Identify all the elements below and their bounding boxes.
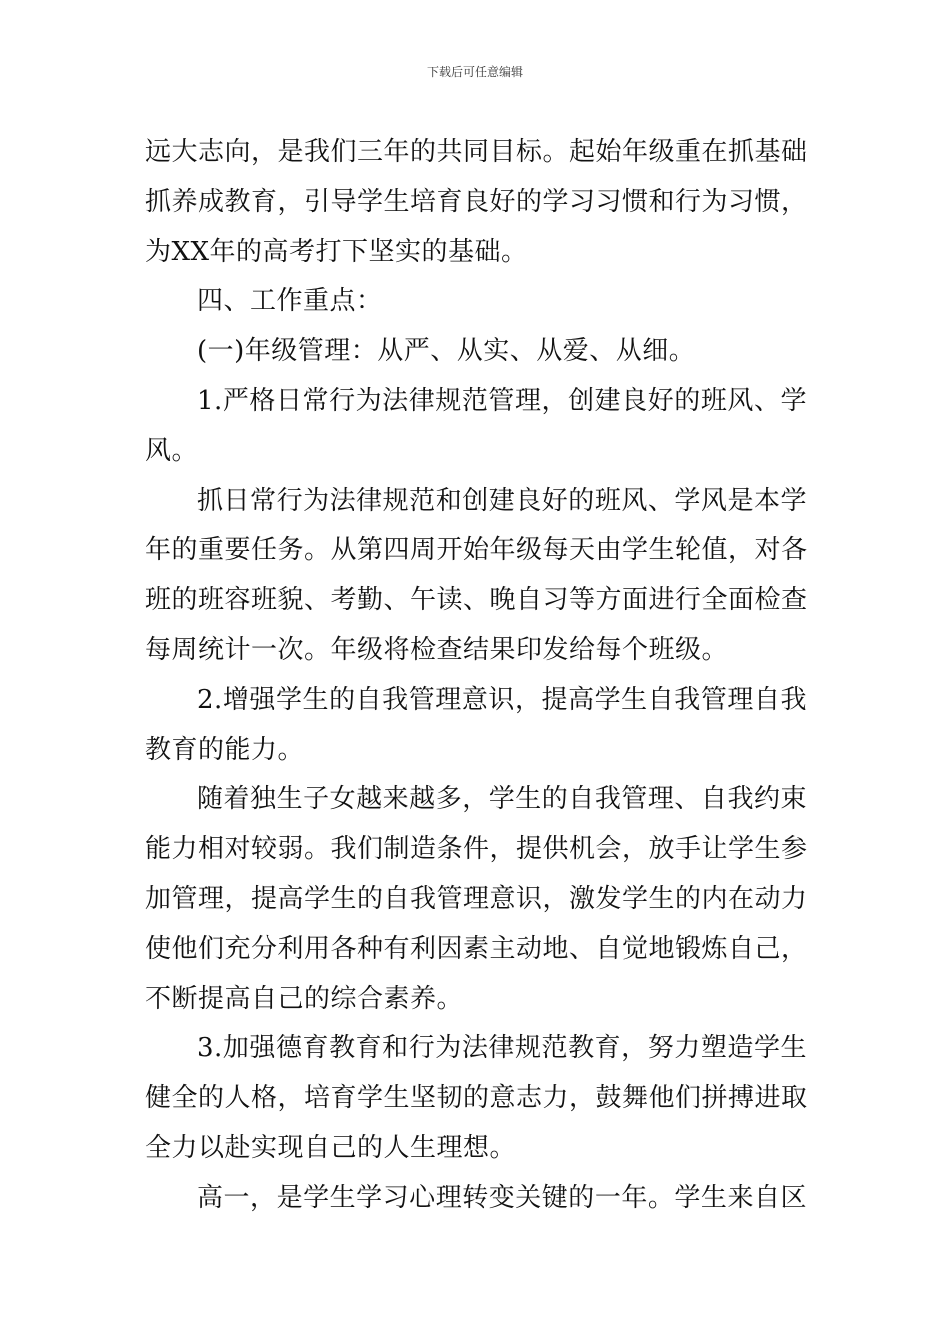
body-line: 高一，是学生学习心理转变关键的一年。学生来自区 xyxy=(197,1182,807,1213)
item-heading: 1.严格日常行为法律规范管理，创建良好的班风、学 xyxy=(197,385,807,416)
subsection-heading: (一)年级管理：从严、从实、从爱、从细。 xyxy=(197,336,696,367)
body-line: 健全的人格，培育学生坚韧的意志力，鼓舞他们拼搏进取 xyxy=(145,1083,808,1114)
body-line: 抓日常行为法律规范和创建良好的班风、学风是本学 xyxy=(197,485,807,516)
body-line: 不断提高自己的综合素养。 xyxy=(145,983,464,1014)
body-line: 为XX年的高考打下坚实的基础。 xyxy=(145,236,528,267)
item-heading: 3.加强德育教育和行为法律规范教育，努力塑造学生 xyxy=(197,1033,807,1064)
body-line: 年的重要任务。从第四周开始年级每天由学生轮值，对各 xyxy=(145,535,808,566)
item-heading-continuation: 风。 xyxy=(145,435,199,466)
document-body xyxy=(145,128,807,1224)
body-line: 班的班容班貌、考勤、午读、晚自习等方面进行全面检查 xyxy=(145,585,808,616)
section-heading: 四、工作重点： xyxy=(197,286,383,317)
body-line: 使他们充分利用各种有利因素主动地、自觉地锻炼自己， xyxy=(145,933,808,964)
page-header-note: 下载后可任意编辑 xyxy=(426,65,523,79)
body-line: 加管理，提高学生的自我管理意识，激发学生的内在动力 xyxy=(145,883,808,914)
body-line: 能力相对较弱。我们制造条件，提供机会，放手让学生参 xyxy=(145,834,808,865)
body-line: 抓养成教育，引导学生培育良好的学习习惯和行为习惯， xyxy=(145,186,808,217)
body-line: 每周统计一次。年级将检查结果印发给每个班级。 xyxy=(145,634,729,665)
body-line: 随着独生子女越来越多，学生的自我管理、自我约束 xyxy=(197,784,807,815)
item-heading: 2.增强学生的自我管理意识，提高学生自我管理自我 xyxy=(197,684,807,715)
item-heading-continuation: 教育的能力。 xyxy=(145,734,305,765)
body-line: 远大志向，是我们三年的共同目标。起始年级重在抓基础 xyxy=(145,137,808,167)
body-line: 全力以赴实现自己的人生理想。 xyxy=(145,1132,517,1163)
